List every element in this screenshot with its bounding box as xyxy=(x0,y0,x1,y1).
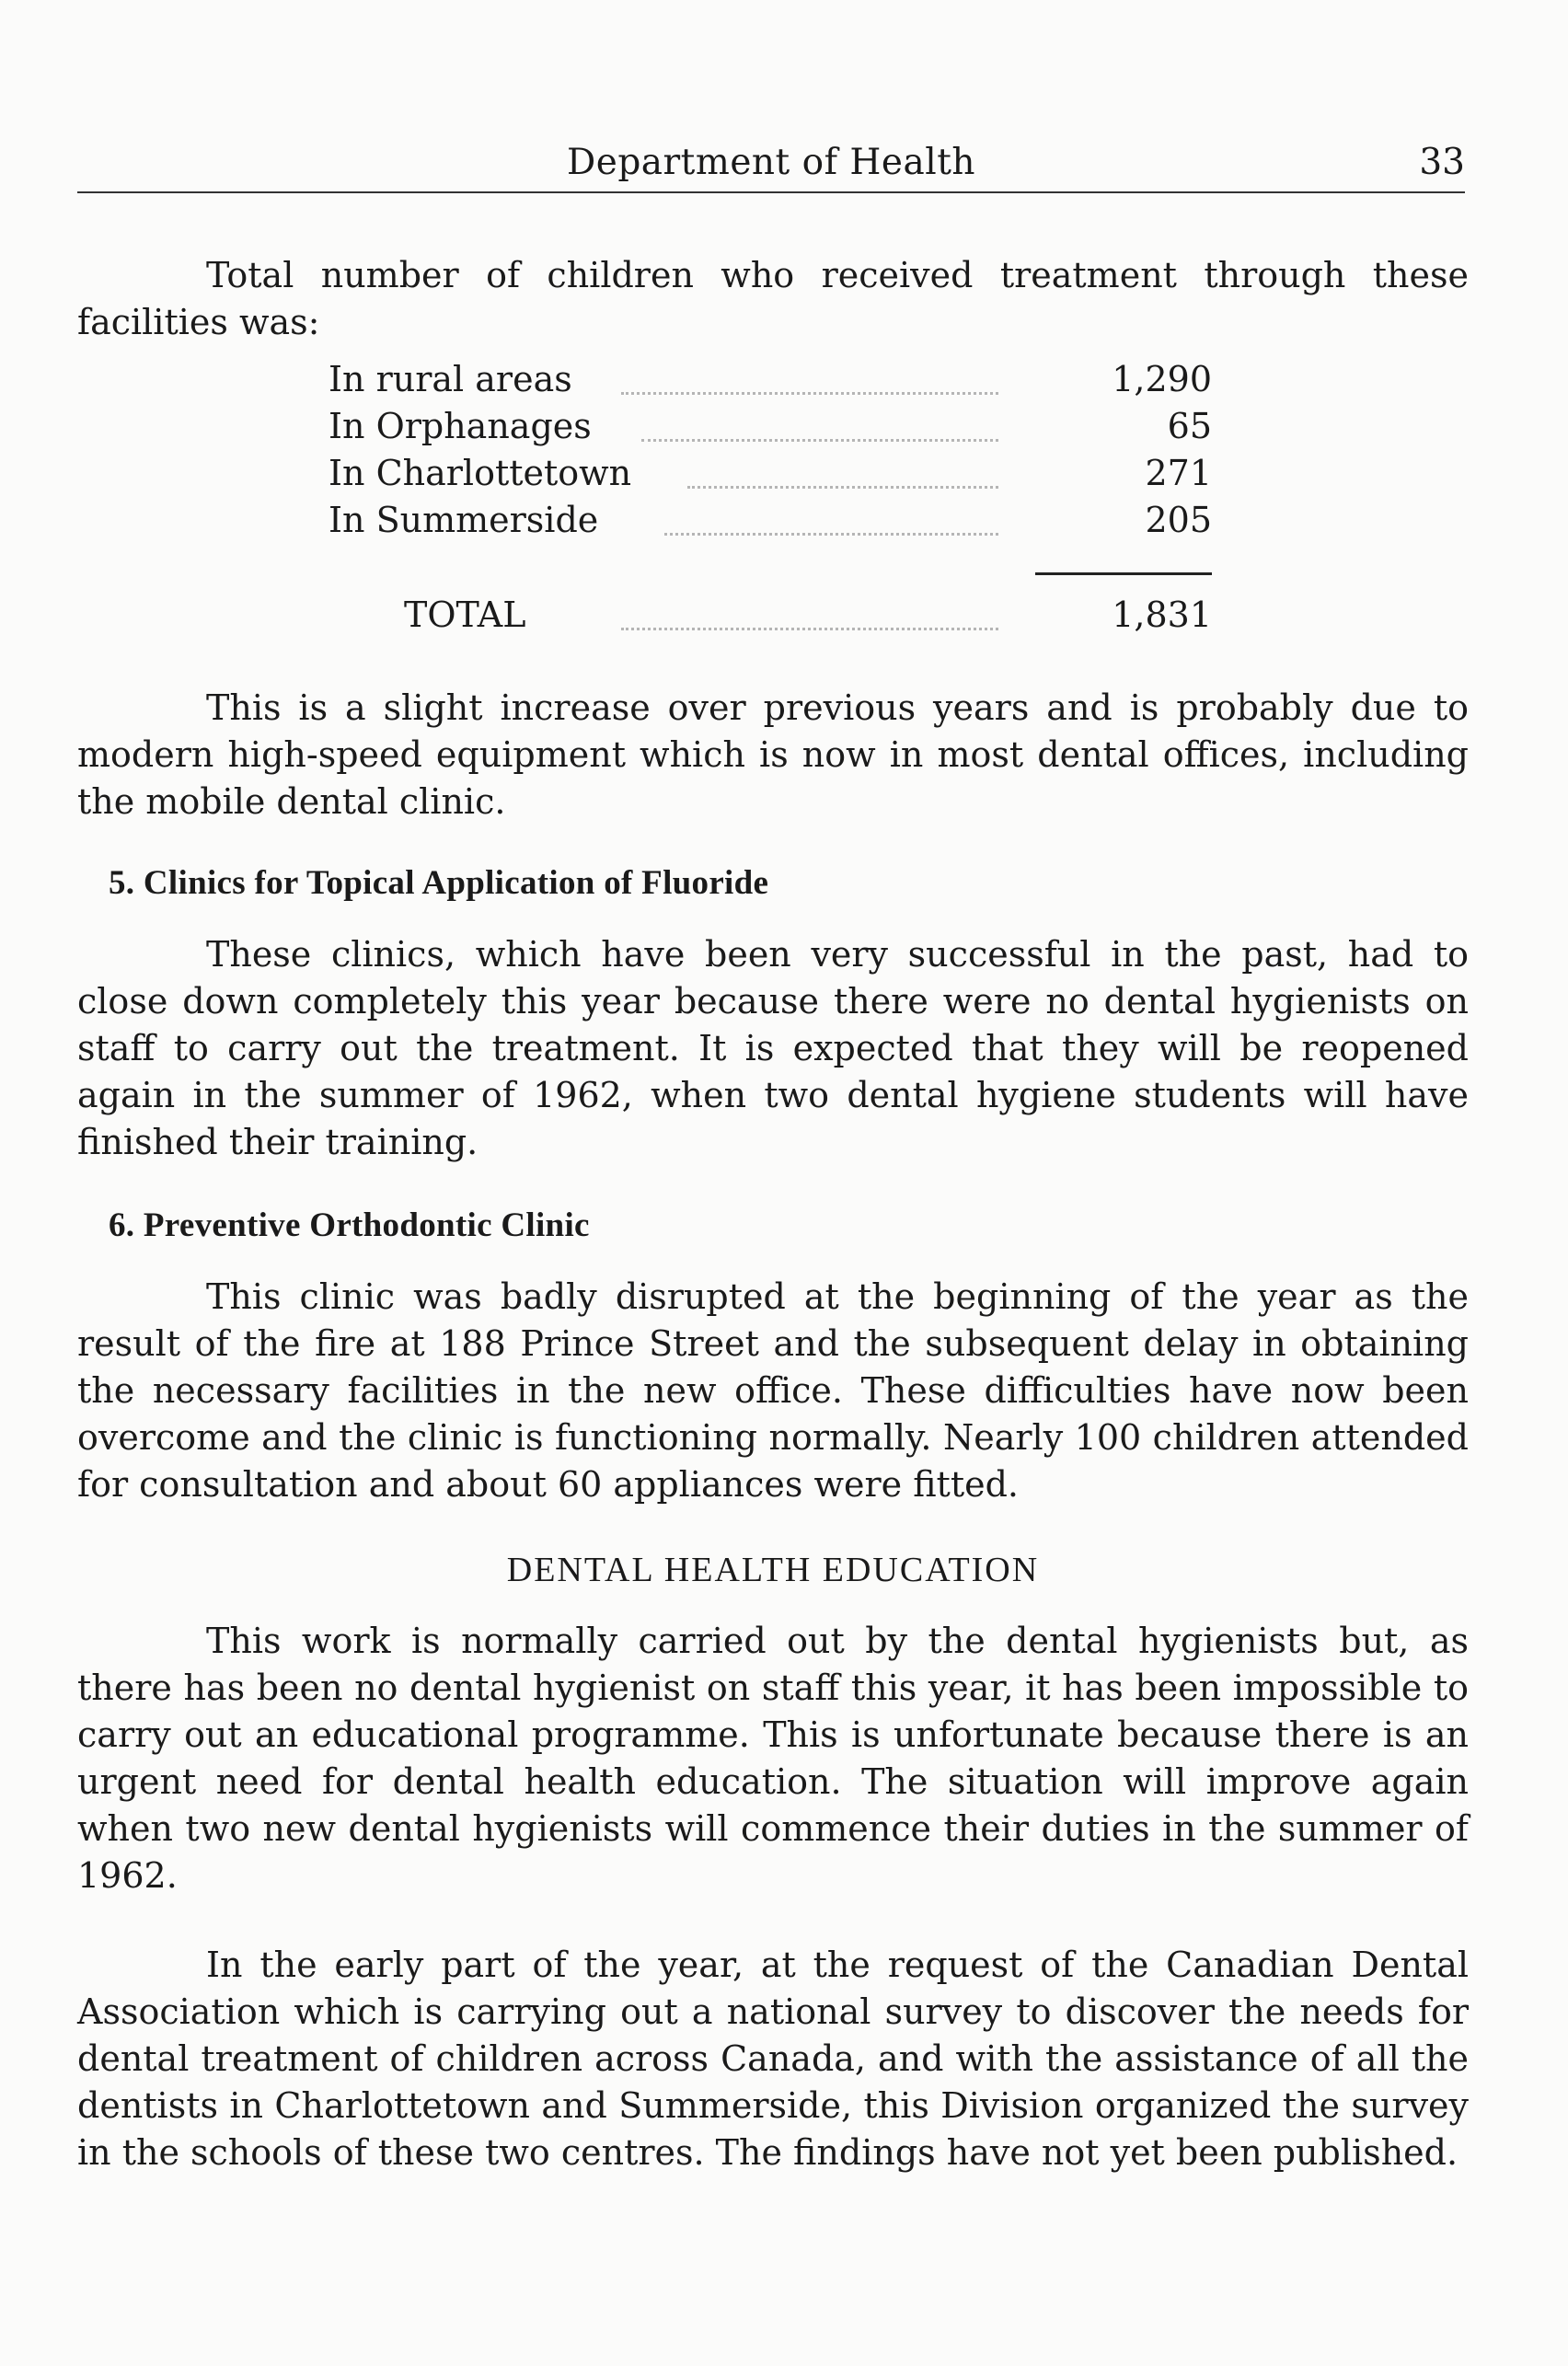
dot-leader xyxy=(687,486,998,489)
row-value: 205 xyxy=(1145,500,1212,540)
dot-leader xyxy=(621,628,998,630)
section-6-paragraph: This clinic was badly disrupted at the beginning of the year as the result of the fire at 188 Prince Street and the subsequent delay in obtaining the necessary facilities in the new office. These difficulties have now been overcome and the clinic is functioning normally. Nearly 100 children attended for consultation and about 60 appliances were fitted. xyxy=(77,1276,1469,1505)
dot-leader xyxy=(664,533,998,536)
table-row xyxy=(329,406,1212,452)
row-value: 271 xyxy=(1145,453,1212,493)
total-value: 1,831 xyxy=(1112,594,1212,635)
row-value: 1,290 xyxy=(1112,359,1212,399)
row-label: In Summerside xyxy=(329,500,599,540)
increase-paragraph: This is a slight increase over previous years and is probably due to modern high-speed equipment which is now in most dental offices, including the mobile dental clinic. xyxy=(77,687,1469,822)
education-paragraph-1: This work is normally carried out by the dental hygienists but, as there has been no dental hygienist on staff this year, it has been impossible to carry out an educational programme. This is unfortunate because there is an urgent need for dental health education. The situation will improve again when two new dental hygienists will commence their duties in the summer of 1962. xyxy=(77,1621,1469,1896)
table-row xyxy=(329,500,1212,546)
row-label: In Orphanages xyxy=(329,406,592,446)
total-label: TOTAL xyxy=(404,594,526,635)
dot-leader xyxy=(641,439,998,442)
page-number: 33 xyxy=(1419,142,1465,183)
intro-paragraph: Total number of children who received treatment through these facilities was: xyxy=(77,255,1469,342)
section-5-paragraph: These clinics, which have been very successful in the past, had to close down completely this year because there were no dental hygienists on staff to carry out the treatment. It is expected that they will be reopened again in the summer of 1962, when two dental hygiene students will have finished their training. xyxy=(77,934,1469,1162)
running-header xyxy=(77,136,1465,193)
total-row xyxy=(329,594,1212,641)
education-heading: DENTAL HEALTH EDUCATION xyxy=(506,1551,1040,1589)
table-row xyxy=(329,453,1212,499)
table-row xyxy=(329,359,1212,405)
education-paragraph-2: In the early part of the year, at the request of the Canadian Dental Association which is carrying out a national survey to discover the needs for dental treatment of children across Canada, and with the assistance of all the dentists in Charlottetown and Summerside, this Division organized the survey in the schools of these two centres. The findings have not yet been published. xyxy=(77,1945,1469,2173)
section-6-heading: 6. Preventive Orthodontic Clinic xyxy=(109,1206,590,1244)
total-rule xyxy=(1035,572,1212,575)
section-5-heading: 5. Clinics for Topical Application of Fluoride xyxy=(109,864,769,902)
row-value: 65 xyxy=(1167,406,1212,446)
row-label: In rural areas xyxy=(329,359,572,399)
dot-leader xyxy=(621,392,998,395)
header-title: Department of Health xyxy=(566,142,976,183)
row-label: In Charlottetown xyxy=(329,453,632,493)
